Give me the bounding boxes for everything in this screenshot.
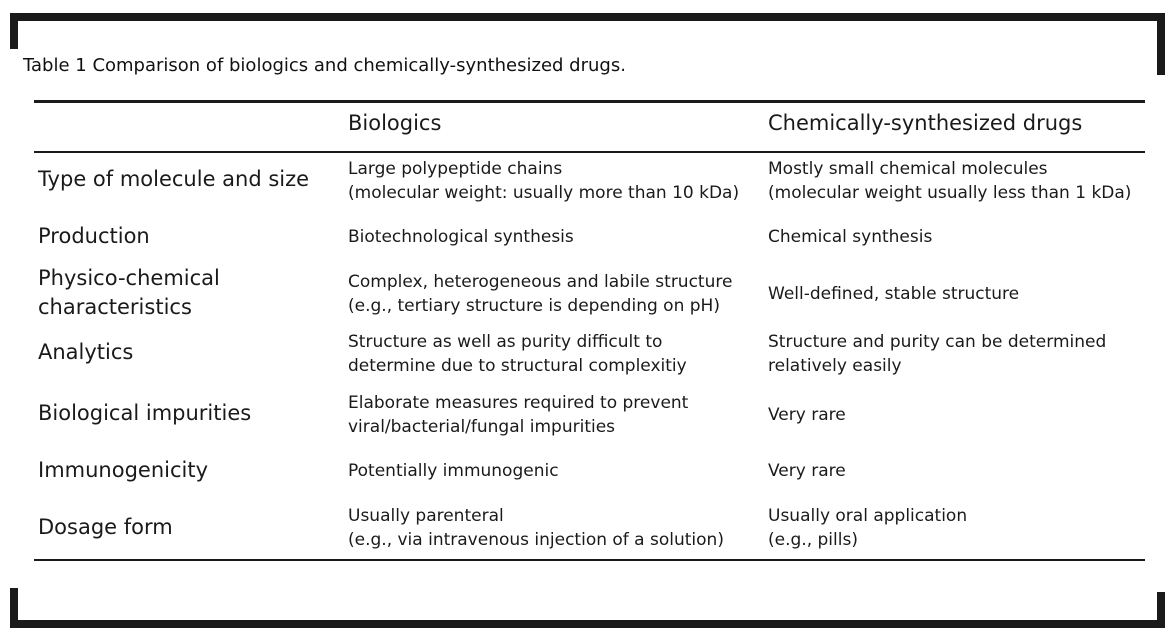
chemical-cell: Structure and purity can be determined relatively easily bbox=[768, 332, 1107, 376]
table-caption: Table 1 Comparison of biologics and chemically-synthesized drugs. bbox=[23, 55, 626, 76]
column-header-chemical: Chemically-synthesized drugs bbox=[768, 111, 1083, 135]
frame-top-bar bbox=[10, 13, 1165, 21]
row-label: Immunogenicity bbox=[38, 458, 209, 482]
table-bottom-rule bbox=[34, 559, 1145, 561]
chemical-cell: Mostly small chemical molecules (molecular weight usually less than 1 kDa) bbox=[768, 159, 1132, 203]
column-header-biologics: Biologics bbox=[348, 111, 442, 135]
chemical-cell: Very rare bbox=[768, 461, 846, 481]
row-label: Physico-chemical characteristics bbox=[38, 266, 220, 319]
frame-corner-top-right bbox=[1157, 13, 1165, 75]
row-label: Type of molecule and size bbox=[38, 167, 310, 191]
chemical-cell: Well-defined, stable structure bbox=[768, 284, 1020, 304]
biologics-cell: Complex, heterogeneous and labile structure (e.g., tertiary structure is depending on pH) bbox=[348, 272, 733, 316]
frame-bottom-bar bbox=[10, 620, 1165, 628]
biologics-cell: Biotechnological synthesis bbox=[348, 227, 574, 247]
frame-corner-bottom-left bbox=[10, 588, 18, 628]
chemical-cell: Usually oral application (e.g., pills) bbox=[768, 506, 968, 550]
chemical-cell: Chemical synthesis bbox=[768, 227, 933, 247]
chemical-cell: Very rare bbox=[768, 405, 846, 425]
frame-corner-top-left bbox=[10, 13, 18, 49]
row-label: Dosage form bbox=[38, 515, 173, 539]
table-header-rule bbox=[34, 151, 1145, 153]
biologics-cell: Structure as well as purity difficult to determine due to structural complexitiy bbox=[348, 332, 687, 376]
biologics-cell: Elaborate measures required to prevent viral/bacterial/fungal impurities bbox=[348, 393, 689, 437]
table-top-rule bbox=[34, 100, 1145, 103]
biologics-cell: Large polypeptide chains (molecular weight: usually more than 10 kDa) bbox=[348, 159, 740, 203]
biologics-cell: Potentially immunogenic bbox=[348, 461, 559, 481]
row-label: Analytics bbox=[38, 340, 134, 364]
row-label: Production bbox=[38, 224, 150, 248]
frame-corner-bottom-right bbox=[1157, 592, 1165, 628]
biologics-cell: Usually parenteral (e.g., via intravenous injection of a solution) bbox=[348, 506, 724, 550]
row-label: Biological impurities bbox=[38, 401, 252, 425]
